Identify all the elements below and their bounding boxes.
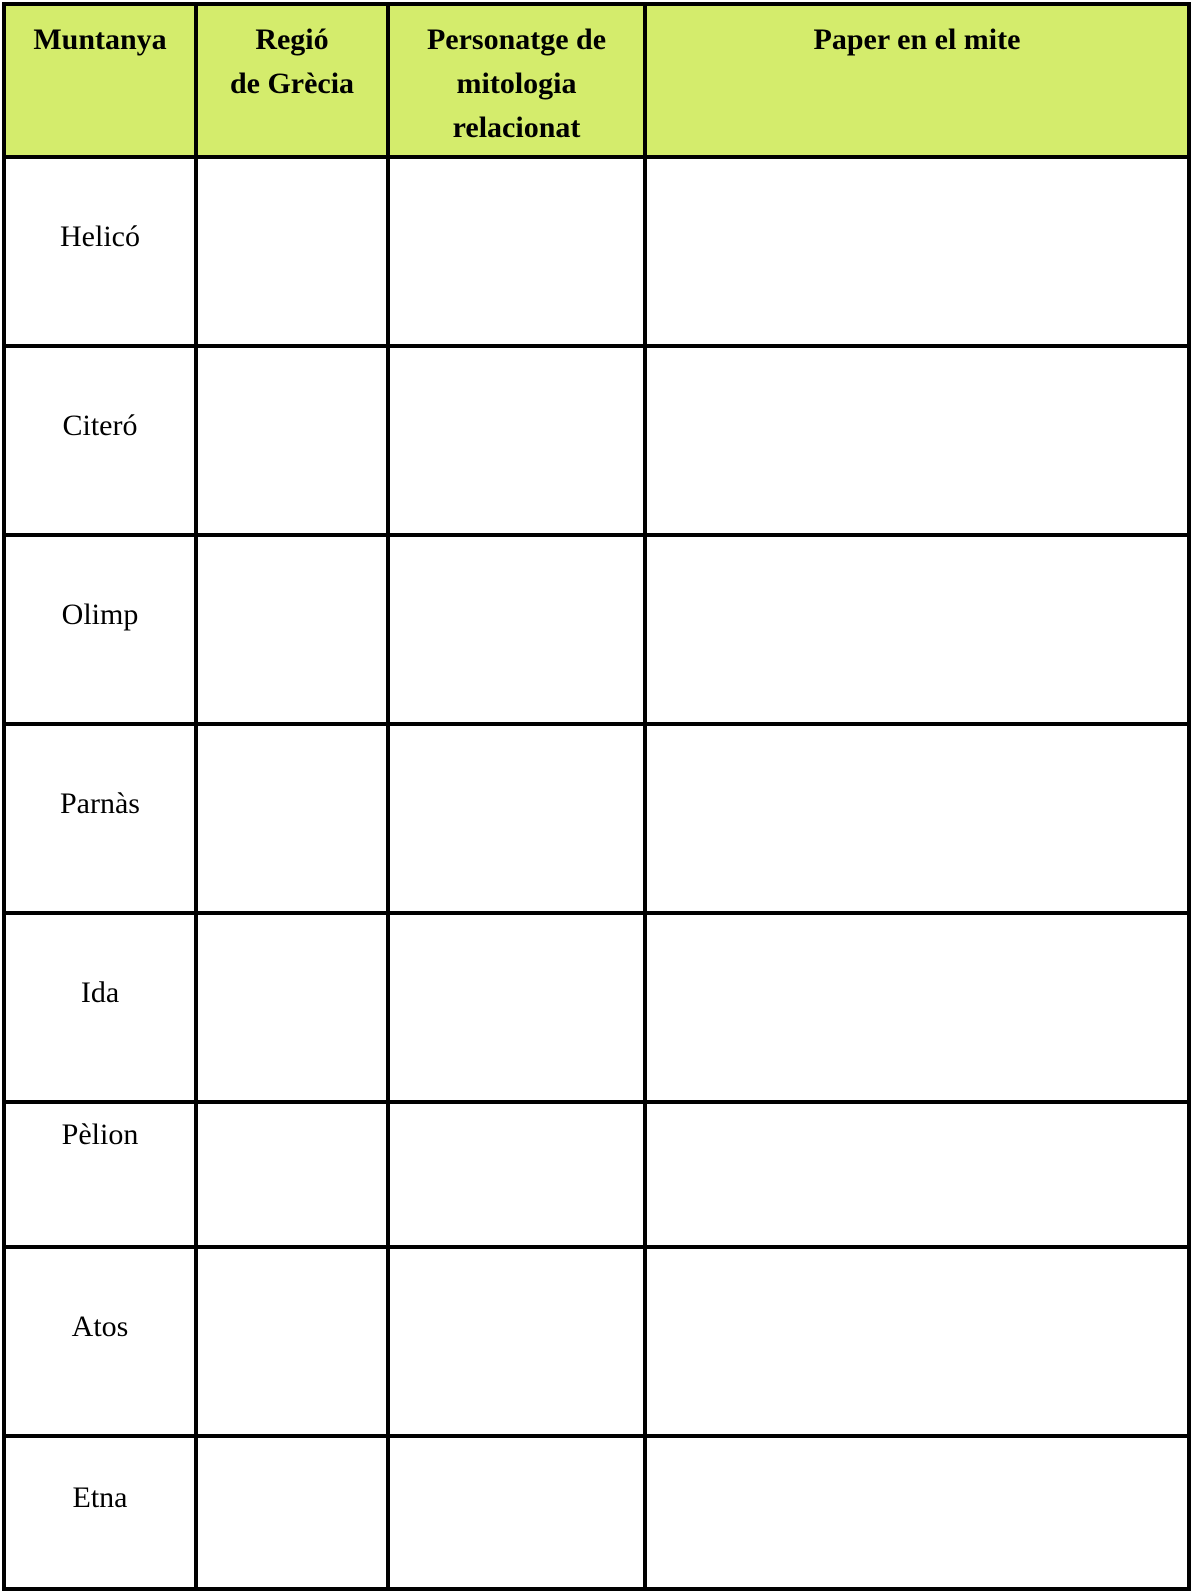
header-personatge: Personatge de mitologia relacionat: [390, 6, 643, 155]
paper-cell[interactable]: [647, 348, 1187, 533]
personatge-cell[interactable]: [390, 1438, 643, 1587]
mountains-table: [2, 2, 1191, 1591]
personatge-cell[interactable]: [390, 159, 643, 344]
header-muntanya: Muntanya: [6, 6, 194, 155]
mountain-name-cell: Atos: [6, 1249, 194, 1434]
regio-cell[interactable]: [198, 1104, 386, 1245]
regio-cell[interactable]: [198, 1438, 386, 1587]
header-paper: Paper en el mite: [647, 6, 1187, 155]
paper-cell[interactable]: [647, 537, 1187, 722]
mountain-name-cell: Parnàs: [6, 726, 194, 911]
personatge-cell[interactable]: [390, 726, 643, 911]
header-regio: Regió de Grècia: [198, 6, 386, 155]
regio-cell[interactable]: [198, 348, 386, 533]
personatge-cell[interactable]: [390, 537, 643, 722]
mountain-name-cell: Citeró: [6, 348, 194, 533]
mountain-name-cell: Helicó: [6, 159, 194, 344]
paper-cell[interactable]: [647, 159, 1187, 344]
personatge-cell[interactable]: [390, 1104, 643, 1245]
mountain-name-cell: Pèlion: [6, 1104, 194, 1245]
regio-cell[interactable]: [198, 159, 386, 344]
paper-cell[interactable]: [647, 1438, 1187, 1587]
paper-cell[interactable]: [647, 726, 1187, 911]
personatge-cell[interactable]: [390, 915, 643, 1100]
paper-cell[interactable]: [647, 915, 1187, 1100]
mountain-name-cell: Ida: [6, 915, 194, 1100]
personatge-cell[interactable]: [390, 348, 643, 533]
mountain-name-cell: Etna: [6, 1438, 194, 1587]
regio-cell[interactable]: [198, 915, 386, 1100]
regio-cell[interactable]: [198, 537, 386, 722]
regio-cell[interactable]: [198, 1249, 386, 1434]
paper-cell[interactable]: [647, 1104, 1187, 1245]
regio-cell[interactable]: [198, 726, 386, 911]
paper-cell[interactable]: [647, 1249, 1187, 1434]
personatge-cell[interactable]: [390, 1249, 643, 1434]
mountain-name-cell: Olimp: [6, 537, 194, 722]
